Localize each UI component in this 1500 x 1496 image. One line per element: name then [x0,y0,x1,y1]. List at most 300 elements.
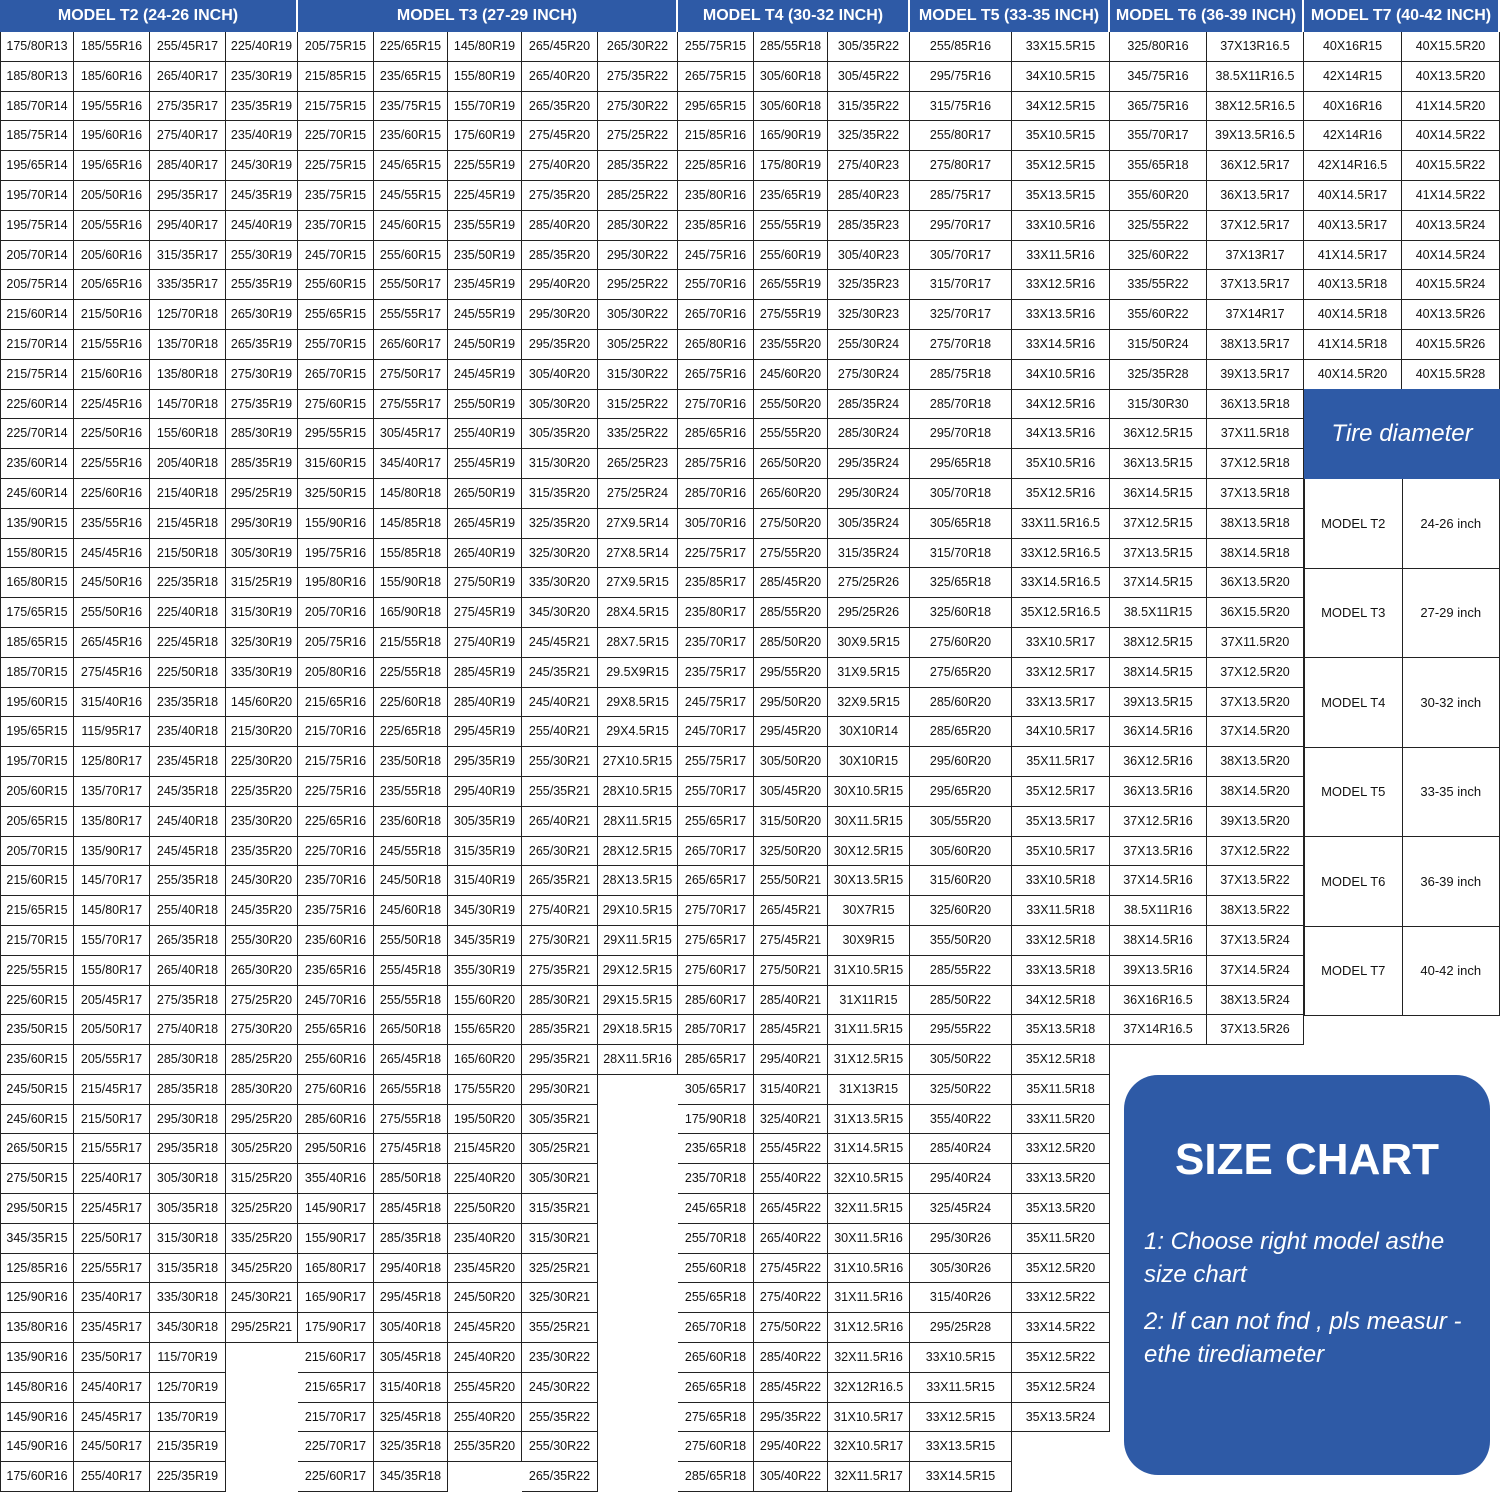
size-cell: 285/40R21 [754,986,828,1016]
size-cell: 38X14.5R16 [1110,926,1207,956]
size-cell: 33X13.5R16 [1012,300,1110,330]
size-cell: 295/50R15 [0,1194,74,1224]
size-cell: 265/70R16 [678,300,754,330]
size-cell: 235/70R18 [678,1164,754,1194]
size-cell: 145/70R17 [74,866,150,896]
size-cell: 255/30R19 [226,241,298,271]
size-cell: 245/30R20 [226,866,298,896]
size-cell: 255/45R17 [150,32,226,62]
size-cell: 315/40R16 [74,688,150,718]
size-cell: 35X12.5R22 [1012,1343,1110,1373]
size-cell: 255/40R20 [448,1403,522,1433]
size-cell: 285/55R22 [910,956,1012,986]
size-cell: 275/70R16 [678,390,754,420]
size-column [910,32,1012,1492]
size-cell: 29X18.5R15 [598,1015,678,1045]
size-cell: 305/25R21 [522,1134,598,1164]
size-cell: 32X9.5R15 [828,688,910,718]
size-cell: 255/60R15 [298,270,374,300]
size-cell: 275/80R17 [910,151,1012,181]
size-cell: 265/40R22 [754,1224,828,1254]
model-label: MODEL T5 [1305,748,1403,837]
size-cell: 265/60R17 [374,330,448,360]
size-cell: 305/50R22 [910,1045,1012,1075]
size-cell: 285/60R16 [298,1105,374,1135]
size-cell: 235/40R18 [150,717,226,747]
size-cell: 275/45R21 [754,926,828,956]
size-cell: 255/50R20 [754,390,828,420]
size-cell: 225/35R18 [150,568,226,598]
size-cell: 205/60R16 [74,241,150,271]
size-cell: 34X10.5R17 [1012,717,1110,747]
size-cell: 185/55R16 [74,32,150,62]
model-label: MODEL T2 [1305,479,1403,568]
size-cell: 295/40R21 [754,1045,828,1075]
header-t5: MODEL T5 (33-35 INCH) [910,0,1110,32]
size-cell: 285/50R18 [374,1164,448,1194]
size-cell: 245/70R16 [298,986,374,1016]
size-cell: 235/35R18 [150,688,226,718]
size-cell: 255/55R20 [754,419,828,449]
size-cell: 245/40R19 [226,211,298,241]
size-cell: 255/70R18 [678,1224,754,1254]
size-cell: 305/45R22 [828,62,910,92]
size-cell: 185/65R15 [0,628,74,658]
size-cell: 245/50R20 [448,1283,522,1313]
size-cell: 155/80R15 [0,539,74,569]
size-cell: 295/75R16 [910,62,1012,92]
size-cell: 33X11.5R18 [1012,896,1110,926]
size-cell: 265/55R19 [754,270,828,300]
size-cell: 235/45R19 [448,270,522,300]
size-cell: 255/55R18 [374,986,448,1016]
size-cell: 225/55R19 [448,151,522,181]
diameter-range: 36-39 inch [1420,873,1482,889]
size-cell: 285/30R22 [598,211,678,241]
size-cell: 315/50R20 [754,807,828,837]
size-cell: 33X12.5R15 [910,1403,1012,1433]
size-cell: 135/90R16 [0,1343,74,1373]
size-cell: 215/50R16 [74,300,150,330]
size-cell: 225/55R16 [74,449,150,479]
size-cell: 325/65R18 [910,568,1012,598]
size-cell: 235/80R17 [678,598,754,628]
size-cell: 305/65R17 [678,1075,754,1105]
size-cell: 275/55R19 [754,300,828,330]
size-cell: 27X10.5R15 [598,747,678,777]
size-cell: 295/70R18 [910,419,1012,449]
size-cell: 315/30R20 [522,449,598,479]
size-cell: 41X14.5R20 [1402,92,1500,122]
size-cell: 39X13.5R16 [1110,956,1207,986]
size-cell: 255/30R20 [226,926,298,956]
size-cell: 225/50R17 [74,1224,150,1254]
size-cell: 40X14.5R24 [1402,241,1500,271]
size-cell: 29X10.5R15 [598,896,678,926]
size-cell: 27X8.5R14 [598,539,678,569]
size-cell: 285/45R21 [754,1015,828,1045]
size-cell: 325/55R22 [1110,211,1207,241]
size-cell: 265/75R15 [678,62,754,92]
size-cell: 235/45R17 [74,1313,150,1343]
size-cell: 35X12.5R20 [1012,1254,1110,1284]
size-cell: 37X12.5R22 [1207,837,1304,867]
size-cell: 235/40R17 [74,1283,150,1313]
size-cell: 295/50R16 [298,1134,374,1164]
size-cell: 295/65R15 [678,92,754,122]
size-cell: 135/90R17 [74,837,150,867]
header-t6: MODEL T6 (36-39 INCH) [1110,0,1304,32]
size-cell: 305/40R18 [374,1313,448,1343]
size-cell: 275/30R19 [226,360,298,390]
size-cell: 215/85R15 [298,62,374,92]
size-cell: 225/60R15 [0,986,74,1016]
size-cell: 225/45R16 [74,390,150,420]
size-cell: 285/30R21 [522,986,598,1016]
size-cell: 35X11.5R17 [1012,747,1110,777]
size-cell: 225/65R18 [374,717,448,747]
size-cell: 40X13.5R24 [1402,211,1500,241]
size-cell: 255/60R19 [754,241,828,271]
size-cell: 145/60R20 [226,688,298,718]
size-cell: 125/70R19 [150,1373,226,1403]
size-cell: 135/80R18 [150,360,226,390]
size-cell: 215/45R20 [448,1134,522,1164]
size-cell: 235/40R19 [226,121,298,151]
size-cell: 295/40R24 [910,1164,1012,1194]
size-cell: 39X13.5R16.5 [1207,121,1304,151]
size-cell: 325/60R20 [910,896,1012,926]
size-cell: 315/60R15 [298,449,374,479]
size-cell: 255/45R22 [754,1134,828,1164]
size-cell: 255/45R18 [374,956,448,986]
size-cell: 205/55R16 [74,211,150,241]
size-cell: 315/40R26 [910,1283,1012,1313]
size-cell: 265/25R23 [598,449,678,479]
size-cell: 265/45R16 [74,628,150,658]
size-cell: 40X14.5R22 [1402,121,1500,151]
size-cell: 255/45R19 [448,449,522,479]
size-cell: 155/90R17 [298,1224,374,1254]
size-cell: 285/50R20 [754,628,828,658]
size-cell: 155/70R19 [448,92,522,122]
size-cell: 305/65R18 [910,509,1012,539]
size-cell: 125/80R17 [74,747,150,777]
size-cell: 155/65R20 [448,1015,522,1045]
size-cell: 215/60R16 [74,360,150,390]
size-cell: 27X9.5R14 [598,509,678,539]
size-cell: 205/75R14 [0,270,74,300]
size-cell: 315/30R30 [1110,390,1207,420]
size-cell: 245/65R15 [374,151,448,181]
size-cell: 175/60R16 [0,1462,74,1492]
size-cell: 35X12.5R16.5 [1012,598,1110,628]
size-cell: 305/30R22 [598,300,678,330]
size-cell: 42X14R16.5 [1304,151,1402,181]
size-cell: 28X11.5R16 [598,1045,678,1075]
size-cell: 295/35R17 [150,181,226,211]
size-cell: 235/70R15 [298,211,374,241]
size-cell: 315/40R18 [374,1373,448,1403]
size-cell: 37X12.5R20 [1207,658,1304,688]
size-cell: 33X14.5R15 [910,1462,1012,1492]
size-column [448,32,522,1462]
size-cell: 355/70R17 [1110,121,1207,151]
size-cell: 225/45R19 [448,181,522,211]
size-column [1110,32,1207,1045]
size-cell: 325/30R20 [522,539,598,569]
size-cell: 255/75R17 [678,747,754,777]
model-label: MODEL T6 [1305,837,1403,926]
size-cell: 365/75R16 [1110,92,1207,122]
size-cell: 33X15.5R15 [1012,32,1110,62]
size-cell: 235/50R18 [374,747,448,777]
size-cell: 265/40R18 [150,956,226,986]
size-cell: 245/50R17 [74,1432,150,1462]
size-cell: 265/65R17 [678,866,754,896]
size-cell: 265/35R19 [226,330,298,360]
size-cell: 255/60R18 [678,1254,754,1284]
size-cell: 27X9.5R15 [598,568,678,598]
size-cell: 275/55R17 [374,390,448,420]
size-cell: 295/25R21 [226,1313,298,1343]
size-cell: 33X12.5R16 [1012,270,1110,300]
size-cell: 325/30R23 [828,300,910,330]
size-cell: 33X12.5R17 [1012,658,1110,688]
size-column [0,32,74,1492]
size-cell: 225/75R17 [678,539,754,569]
size-cell: 265/35R22 [522,1462,598,1492]
size-cell: 265/45R19 [448,509,522,539]
size-cell: 355/30R19 [448,956,522,986]
size-cell: 36X13.5R15 [1110,449,1207,479]
size-cell: 275/45R16 [74,658,150,688]
size-cell: 215/55R17 [74,1134,150,1164]
size-cell: 215/55R16 [74,330,150,360]
size-cell: 36X14.5R15 [1110,479,1207,509]
size-cell: 125/85R16 [0,1254,74,1284]
size-cell: 245/45R17 [74,1403,150,1433]
size-cell: 38X13.5R20 [1207,747,1304,777]
size-cell: 305/45R20 [754,777,828,807]
size-cell: 345/30R19 [448,896,522,926]
size-cell: 155/80R17 [74,956,150,986]
size-cell: 305/70R18 [910,479,1012,509]
size-cell: 285/30R19 [226,419,298,449]
size-cell: 335/30R18 [150,1283,226,1313]
size-column [298,32,374,1492]
size-cell: 38X13.5R17 [1207,330,1304,360]
size-cell: 285/35R24 [828,390,910,420]
size-cell: 255/35R18 [150,866,226,896]
size-cell: 145/80R18 [374,479,448,509]
size-column [1207,32,1304,1045]
size-chart-title: SIZE CHART [1175,1135,1439,1184]
size-cell: 285/60R20 [910,688,1012,718]
size-cell: 275/45R19 [448,598,522,628]
size-cell: 205/65R16 [74,270,150,300]
size-cell: 265/50R18 [374,1015,448,1045]
size-cell: 205/50R16 [74,181,150,211]
size-cell: 265/45R21 [754,896,828,926]
size-cell: 235/65R15 [374,62,448,92]
size-cell: 285/40R22 [754,1343,828,1373]
size-cell: 295/25R26 [828,598,910,628]
size-cell: 37X12.5R17 [1207,211,1304,241]
size-column [74,32,150,1492]
tire-diameter-row [1304,658,1500,748]
size-cell: 37X13.5R15 [1110,539,1207,569]
header-t7: MODEL T7 (40-42 INCH) [1304,0,1500,32]
size-cell: 335/35R17 [150,270,226,300]
size-cell: 31X11.5R15 [828,1015,910,1045]
size-cell: 285/35R18 [374,1224,448,1254]
size-cell: 38X12.5R15 [1110,628,1207,658]
size-cell: 285/35R22 [598,151,678,181]
size-cell: 275/25R26 [828,568,910,598]
size-cell: 285/30R20 [226,1075,298,1105]
diameter-range: 27-29 inch [1420,605,1482,621]
size-cell: 29X11.5R15 [598,926,678,956]
size-cell: 215/55R18 [374,628,448,658]
size-cell: 245/35R21 [522,658,598,688]
size-cell: 40X16R15 [1304,32,1402,62]
size-cell: 30X13.5R15 [828,866,910,896]
size-cell: 235/55R16 [74,509,150,539]
diameter-range: 40-42 inch [1420,963,1482,979]
size-cell: 285/50R22 [910,986,1012,1016]
size-cell: 40X15.5R20 [1402,32,1500,62]
size-cell: 145/80R19 [448,32,522,62]
size-cell: 29X12.5R15 [598,956,678,986]
size-cell: 255/65R15 [298,300,374,330]
size-cell: 115/95R17 [74,717,150,747]
tire-diameter-row [1304,837,1500,927]
size-cell: 155/85R18 [374,539,448,569]
size-cell: 305/30R21 [522,1164,598,1194]
size-cell: 305/40R22 [754,1462,828,1492]
size-cell: 225/40R17 [74,1164,150,1194]
size-cell: 33X10.5R15 [910,1343,1012,1373]
size-cell: 265/40R20 [522,62,598,92]
size-cell: 225/75R16 [298,777,374,807]
size-cell: 145/90R16 [0,1403,74,1433]
size-cell: 285/35R18 [150,1075,226,1105]
size-column [1402,32,1500,390]
size-cell: 265/50R19 [448,479,522,509]
size-cell: 315/35R21 [522,1194,598,1224]
size-cell: 275/60R18 [678,1432,754,1462]
size-cell: 235/70R17 [678,628,754,658]
size-cell: 135/90R15 [0,509,74,539]
size-cell: 41X14.5R18 [1304,330,1402,360]
size-cell: 285/70R16 [678,479,754,509]
size-cell: 37X11.5R18 [1207,419,1304,449]
size-cell: 295/30R20 [522,300,598,330]
size-cell: 33X10.5R16 [1012,211,1110,241]
size-cell: 215/65R15 [0,896,74,926]
size-cell: 33X11.5R16 [1012,241,1110,271]
size-cell: 295/45R20 [754,717,828,747]
size-cell: 38X13.5R22 [1207,896,1304,926]
size-cell: 305/35R18 [150,1194,226,1224]
size-cell: 255/40R17 [74,1462,150,1492]
size-chart-box [1124,1075,1490,1475]
size-cell: 38X14.5R15 [1110,658,1207,688]
size-cell: 275/25R20 [226,986,298,1016]
size-cell: 285/25R20 [226,1045,298,1075]
diameter-range: 30-32 inch [1420,694,1482,710]
size-cell: 30X9R15 [828,926,910,956]
size-cell: 275/25R24 [598,479,678,509]
size-cell: 235/60R15 [0,1045,74,1075]
size-cell: 215/45R17 [74,1075,150,1105]
size-cell: 37X14.5R24 [1207,956,1304,986]
size-cell: 31X9.5R15 [828,658,910,688]
size-cell: 245/70R15 [298,241,374,271]
header-t3: MODEL T3 (27-29 INCH) [298,0,678,32]
size-cell: 305/25R20 [226,1134,298,1164]
size-cell: 295/35R18 [150,1134,226,1164]
size-cell: 33X14.5R16 [1012,330,1110,360]
size-cell: 28X4.5R15 [598,598,678,628]
size-cell: 295/45R18 [374,1283,448,1313]
size-cell: 245/50R19 [448,330,522,360]
size-cell: 295/40R17 [150,211,226,241]
size-cell: 255/30R24 [828,330,910,360]
tire-diameter-row [1304,479,1500,569]
size-cell: 305/55R20 [910,807,1012,837]
size-cell: 265/35R20 [522,92,598,122]
size-cell: 295/65R18 [910,449,1012,479]
size-cell: 255/65R16 [298,1015,374,1045]
size-column [226,32,298,1343]
size-cell: 33X13.5R17 [1012,688,1110,718]
size-cell: 255/40R19 [448,419,522,449]
size-cell: 37X13.5R26 [1207,1015,1304,1045]
size-cell: 35X11.5R18 [1012,1075,1110,1105]
size-cell: 305/35R24 [828,509,910,539]
size-cell: 285/60R17 [678,986,754,1016]
size-cell: 28X12.5R15 [598,837,678,867]
size-cell: 285/30R24 [828,419,910,449]
size-cell: 38X12.5R16.5 [1207,92,1304,122]
size-cell: 215/40R18 [150,479,226,509]
size-cell: 265/30R21 [522,837,598,867]
size-cell: 235/65R16 [298,956,374,986]
size-cell: 295/55R15 [298,419,374,449]
size-cell: 275/40R18 [150,1015,226,1045]
size-cell: 245/55R19 [448,300,522,330]
size-cell: 305/30R19 [226,539,298,569]
size-cell: 32X10.5R17 [828,1432,910,1462]
size-cell: 275/55R20 [754,539,828,569]
size-cell: 125/90R16 [0,1283,74,1313]
size-cell: 285/65R17 [678,1045,754,1075]
size-cell: 225/55R17 [74,1254,150,1284]
size-cell: 275/50R15 [0,1164,74,1194]
size-cell: 115/70R19 [150,1343,226,1373]
size-column [1012,32,1110,1432]
size-cell: 155/70R17 [74,926,150,956]
size-cell: 155/80R19 [448,62,522,92]
size-cell: 295/35R24 [828,449,910,479]
size-cell: 41X14.5R17 [1304,241,1402,271]
size-cell: 345/35R19 [448,926,522,956]
size-cell: 255/40R22 [754,1164,828,1194]
size-cell: 165/60R20 [448,1045,522,1075]
size-cell: 295/55R20 [754,658,828,688]
